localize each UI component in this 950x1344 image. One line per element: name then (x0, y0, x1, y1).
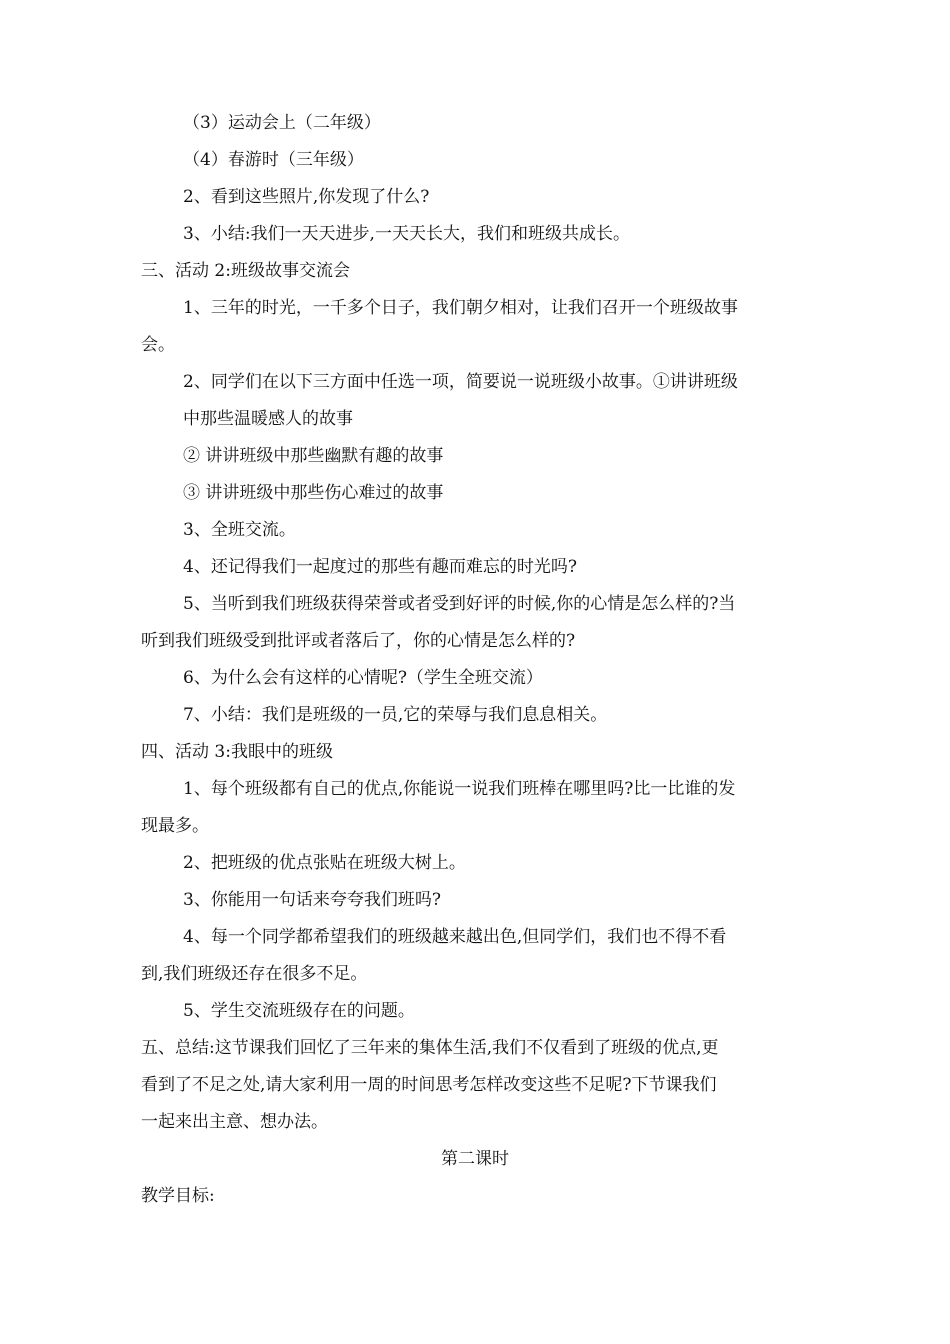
section-heading-activity-2: 三、活动 2:班级故事交流会 (141, 261, 350, 281)
text-line-choose-topic: 2、同学们在以下三方面中任选一项，简要说一说班级小故事。①讲讲班级 (183, 372, 738, 392)
text-line-class-exchange: 3、全班交流。 (183, 520, 296, 540)
text-line-remember-times: 4、还记得我们一起度过的那些有趣而难忘的时光吗? (183, 557, 577, 577)
text-line-praise-class: 3、你能用一句话来夸夸我们班吗? (183, 890, 441, 910)
text-line-why-feelings: 6、为什么会有这样的心情呢?（学生全班交流） (183, 668, 543, 688)
text-line-sports-meet: （3）运动会上（二年级） (183, 113, 381, 133)
section-heading-activity-3: 四、活动 3:我眼中的班级 (141, 742, 333, 762)
teaching-goals-heading: 教学目标: (141, 1186, 215, 1206)
text-line-post-strengths: 2、把班级的优点张贴在班级大树上。 (183, 853, 466, 873)
text-line-spring-outing: （4）春游时（三年级） (183, 150, 364, 170)
text-line-class-strengths: 1、每个班级都有自己的优点,你能说一说我们班棒在哪里吗?比一比谁的发 (183, 779, 736, 799)
text-line-honor-feelings: 5、当听到我们班级获得荣誉或者受到好评的时候,你的心情是怎么样的?当 (183, 594, 736, 614)
text-line-class-strengths-cont: 现最多。 (141, 816, 209, 836)
text-line-three-years: 1、三年的时光，一千多个日子，我们朝夕相对，让我们召开一个班级故事 (183, 298, 738, 318)
text-line-summary-1: 3、小结:我们一天天进步,一天天长大，我们和班级共成长。 (183, 224, 630, 244)
text-line-shortcomings: 4、每一个同学都希望我们的班级越来越出色,但同学们，我们也不得不看 (183, 927, 727, 947)
text-line-question-photos: 2、看到这些照片,你发现了什么? (183, 187, 430, 207)
text-line-choose-topic-cont: 中那些温暖感人的故事 (183, 409, 353, 429)
text-line-humor-stories: ② 讲讲班级中那些幽默有趣的故事 (183, 446, 444, 466)
lesson-heading: 第二课时 (441, 1149, 509, 1169)
text-line-shortcomings-cont: 到,我们班级还存在很多不足。 (141, 964, 368, 984)
text-line-summary-2: 7、小结：我们是班级的一员,它的荣辱与我们息息相关。 (183, 705, 608, 725)
text-line-three-years-cont: 会。 (141, 335, 175, 355)
text-line-honor-feelings-cont: 听到我们班级受到批评或者落后了，你的心情是怎么样的? (141, 631, 576, 651)
text-line-summary-cont-2: 一起来出主意、想办法。 (141, 1112, 328, 1132)
text-line-sad-stories: ③ 讲讲班级中那些伤心难过的故事 (183, 483, 444, 503)
text-line-summary-cont-1: 看到了不足之处,请大家利用一周的时间思考怎样改变这些不足呢?下节课我们 (141, 1075, 717, 1095)
text-line-discuss-problems: 5、学生交流班级存在的问题。 (183, 1001, 415, 1021)
section-heading-summary: 五、总结:这节课我们回忆了三年来的集体生活,我们不仅看到了班级的优点,更 (141, 1038, 719, 1058)
